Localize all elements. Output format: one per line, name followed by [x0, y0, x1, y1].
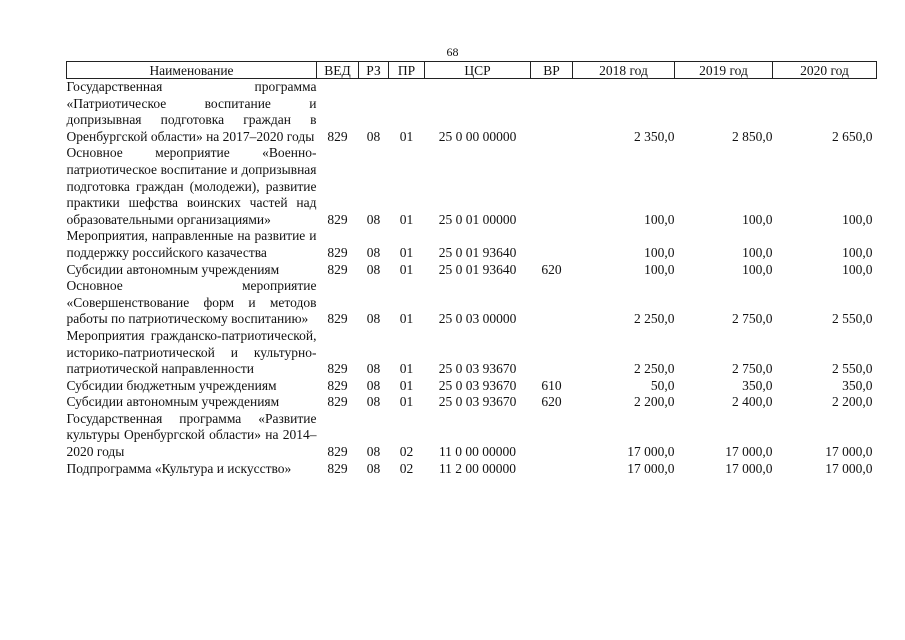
row-pr: 01 [399, 311, 414, 327]
row-ved: 829 [327, 460, 348, 476]
row-2020: 350,0 [842, 377, 873, 393]
row-vr [531, 461, 573, 478]
row-2018: 2 200,0 [634, 394, 675, 410]
row-name [67, 145, 317, 228]
row-2020: 100,0 [842, 244, 873, 260]
row-name [67, 79, 317, 146]
row-name-text: Субсидии автономным учреждениям [66, 261, 280, 277]
row-2020: 17 000,0 [825, 460, 873, 476]
row-vr [531, 411, 573, 461]
row-2020: 100,0 [842, 211, 873, 227]
row-rz: 08 [366, 128, 381, 144]
row-pr: 02 [399, 460, 414, 476]
table-row [67, 411, 877, 461]
row-csr: 25 0 03 93670 [438, 394, 517, 410]
table-row [67, 228, 877, 261]
row-name-text: Основное мероприятие «Военно-патриотическое воспитание и допризывная подготовка граждан (молодежи), развитие практики шефства воинских частей над образовательными организациями» [66, 145, 317, 227]
header-ved: ВЕД [317, 62, 359, 79]
header-2020: 2020 год [773, 62, 877, 79]
row-ved: 829 [327, 128, 348, 144]
row-2019: 100,0 [742, 211, 773, 227]
row-vr [531, 328, 573, 378]
page-number: 68 [446, 45, 459, 59]
row-2018: 2 350,0 [634, 128, 675, 144]
row-2019: 2 750,0 [732, 311, 773, 327]
row-name [67, 262, 317, 279]
row-name [67, 461, 317, 478]
row-rz: 08 [366, 244, 381, 260]
row-name-text: Основное мероприятие «Совершенствование форм и методов работы по патриотическому воспитанию» [66, 278, 317, 327]
row-name-text: Мероприятия, направленные на развитие и поддержку российского казачества [66, 228, 317, 260]
table-row [67, 378, 877, 395]
header-pr: ПР [389, 62, 425, 79]
row-2019: 2 750,0 [732, 361, 773, 377]
table-row [67, 461, 877, 478]
row-csr: 25 0 01 93640 [438, 261, 517, 277]
row-2020: 2 550,0 [832, 311, 873, 327]
row-vr: 610 [541, 377, 562, 393]
header-csr: ЦСР [425, 62, 531, 79]
row-name-text: Подпрограмма «Культура и искусство» [66, 460, 292, 476]
row-2018: 100,0 [644, 244, 675, 260]
row-csr: 25 0 03 00000 [438, 311, 517, 327]
row-vr [531, 278, 573, 328]
row-name-text: Субсидии бюджетным учреждениям [66, 377, 277, 393]
table-row [67, 328, 877, 378]
row-csr: 11 2 00 00000 [438, 460, 517, 476]
header-vr: ВР [531, 62, 573, 79]
row-rz: 08 [366, 444, 381, 460]
row-name [67, 411, 317, 461]
row-name [67, 394, 317, 411]
table-row [67, 145, 877, 228]
row-2019: 17 000,0 [725, 444, 773, 460]
row-2020: 17 000,0 [825, 444, 873, 460]
row-ved: 829 [327, 394, 348, 410]
row-pr: 01 [399, 377, 414, 393]
table-row [67, 278, 877, 328]
row-ved: 829 [327, 377, 348, 393]
header-2019: 2019 год [675, 62, 773, 79]
row-rz: 08 [366, 377, 381, 393]
row-2018: 17 000,0 [627, 444, 675, 460]
row-vr: 620 [541, 394, 562, 410]
row-2018: 100,0 [644, 261, 675, 277]
row-name [67, 228, 317, 261]
row-2020: 2 200,0 [832, 394, 873, 410]
row-rz: 08 [366, 261, 381, 277]
row-2019: 2 850,0 [732, 128, 773, 144]
table-row [67, 79, 877, 146]
row-csr: 25 0 03 93670 [438, 361, 517, 377]
row-2019: 350,0 [742, 377, 773, 393]
budget-table [66, 61, 877, 477]
row-vr [531, 228, 573, 261]
row-2019: 100,0 [742, 261, 773, 277]
header-rz: РЗ [359, 62, 389, 79]
row-name-text: Субсидии автономным учреждениям [66, 394, 280, 410]
table-header-row [67, 62, 877, 79]
row-pr: 01 [399, 211, 414, 227]
table-row [67, 262, 877, 279]
row-name [67, 378, 317, 395]
row-pr: 01 [399, 361, 414, 377]
row-csr: 25 0 00 00000 [438, 128, 517, 144]
row-csr: 25 0 01 00000 [438, 211, 517, 227]
row-name [67, 278, 317, 328]
row-2018: 17 000,0 [627, 460, 675, 476]
row-rz: 08 [366, 460, 381, 476]
row-vr: 620 [541, 261, 562, 277]
row-pr: 01 [399, 261, 414, 277]
row-rz: 08 [366, 394, 381, 410]
table-body [67, 79, 877, 478]
row-csr: 11 0 00 00000 [438, 444, 517, 460]
row-2019: 2 400,0 [732, 394, 773, 410]
row-vr [531, 79, 573, 146]
row-csr: 25 0 01 93640 [438, 244, 517, 260]
header-2018: 2018 год [573, 62, 675, 79]
row-pr: 01 [399, 394, 414, 410]
row-csr: 25 0 03 93670 [438, 377, 517, 393]
row-2018: 100,0 [644, 211, 675, 227]
row-ved: 829 [327, 311, 348, 327]
row-ved: 829 [327, 211, 348, 227]
row-name-text: Государственная программа «Патриотическое воспитание и допризывная подготовка граждан в Оренбургской области» на 2017–2020 годы [66, 79, 317, 144]
row-rz: 08 [366, 361, 381, 377]
row-ved: 829 [327, 261, 348, 277]
row-name [67, 328, 317, 378]
row-2019: 17 000,0 [725, 460, 773, 476]
row-2018: 2 250,0 [634, 361, 675, 377]
row-2020: 2 550,0 [832, 361, 873, 377]
row-2020: 100,0 [842, 261, 873, 277]
header-name: Наименование [67, 62, 317, 79]
row-pr: 01 [399, 244, 414, 260]
row-ved: 829 [327, 244, 348, 260]
row-pr: 02 [399, 444, 414, 460]
row-2018: 2 250,0 [634, 311, 675, 327]
row-2019: 100,0 [742, 244, 773, 260]
row-vr [531, 145, 573, 228]
row-2018: 50,0 [650, 377, 675, 393]
table-row [67, 394, 877, 411]
row-pr: 01 [399, 128, 414, 144]
row-rz: 08 [366, 311, 381, 327]
row-name-text: Государственная программа «Развитие культуры Оренбургской области» на 2014–2020 годы [66, 410, 317, 460]
row-name-text: Мероприятия гражданско-патриотической, историко-патриотической и культурно-патриотической направленности [66, 327, 317, 377]
row-2020: 2 650,0 [832, 128, 873, 144]
row-ved: 829 [327, 444, 348, 460]
row-ved: 829 [327, 361, 348, 377]
row-rz: 08 [366, 211, 381, 227]
